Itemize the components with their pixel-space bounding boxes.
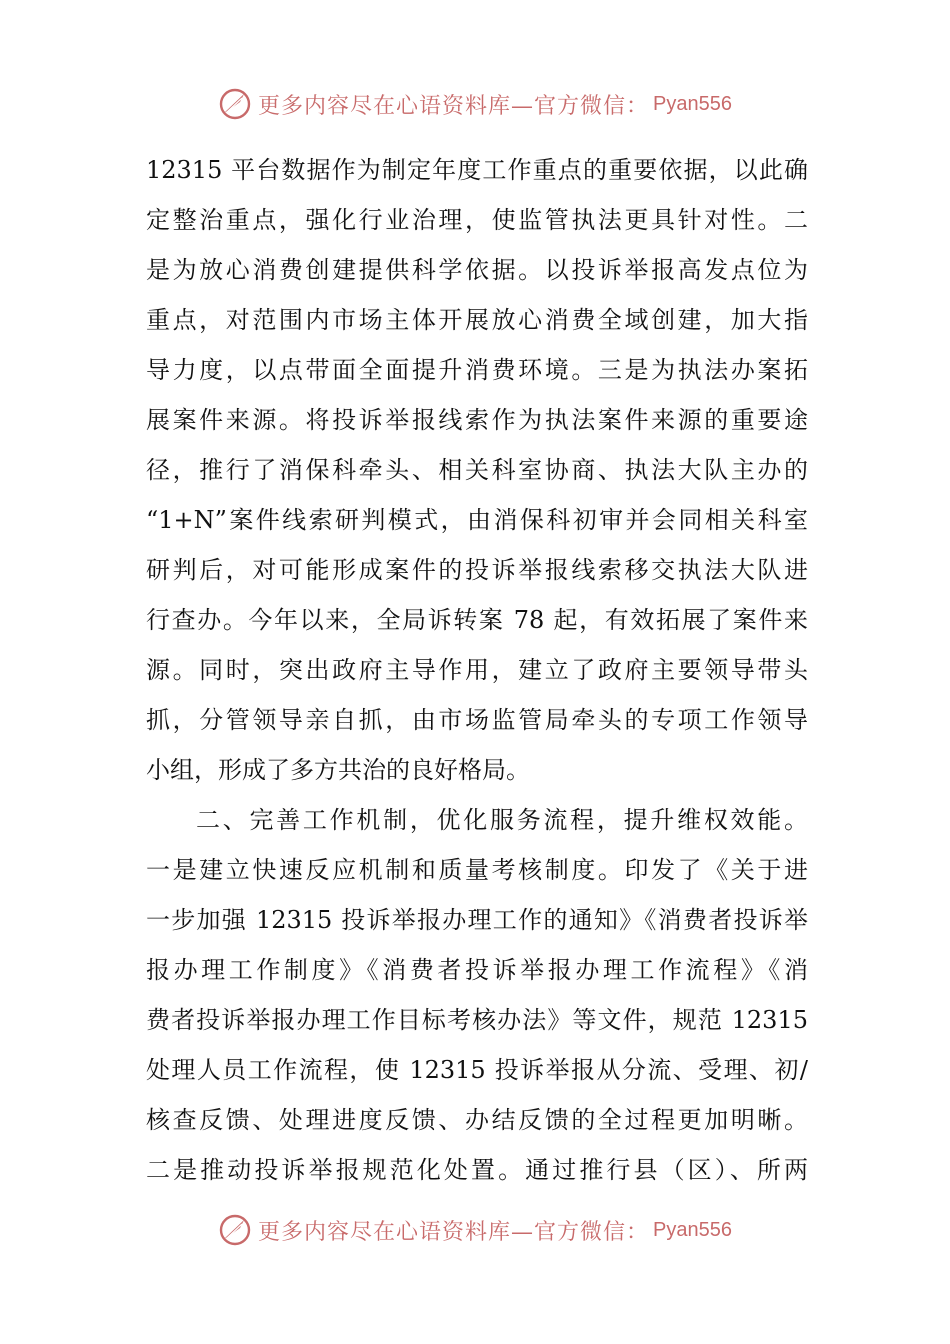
footer-wechat-id: Pyan556 [653,1218,732,1241]
body-line: “1+N”案件线索研判模式，由消保科初审并会同相关科室 [146,506,808,534]
header-wechat-id: Pyan556 [653,92,732,115]
body-line: 研判后，对可能形成案件的投诉举报线索移交执法大队进 [146,556,808,584]
body-line: 一步加强 12315 投诉举报办理工作的通知》《消费者投诉举 [146,906,808,934]
body-line: 源。同时，突出政府主导作用，建立了政府主要领导带头 [146,656,808,684]
body-line: 径，推行了消保科牵头、相关科室协商、执法大队主办的 [146,456,808,484]
header-watermark-text: 更多内容尽在心语资料库—官方微信： [258,93,650,119]
body-line: 处理人员工作流程，使 12315 投诉举报从分流、受理、初/ [146,1056,808,1084]
body-line: 一是建立快速反应机制和质量考核制度。印发了《关于进 [146,856,808,884]
body-line: 费者投诉举报办理工作目标考核办法》等文件，规范 12315 [146,1006,808,1034]
body-line: 二是推动投诉举报规范化处置。通过推行县（区）、所两 [146,1156,808,1184]
quill-logo-icon [218,87,252,121]
body-line: 是为放心消费创建提供科学依据。以投诉举报高发点位为 [146,256,808,284]
body-line: 核查反馈、处理进度反馈、办结反馈的全过程更加明晰。 [146,1106,808,1134]
body-line: 展案件来源。将投诉举报线索作为执法案件来源的重要途 [146,406,808,434]
body-line: 12315 平台数据作为制定年度工作重点的重要依据，以此确 [146,156,808,184]
body-line: 导力度，以点带面全面提升消费环境。三是为执法办案拓 [146,356,808,384]
body-line: 定整治重点，强化行业治理，使监管执法更具针对性。二 [146,206,808,234]
quill-logo-icon [218,1213,252,1247]
document-body [146,145,808,1195]
footer-watermark-text: 更多内容尽在心语资料库—官方微信： [258,1219,650,1245]
body-line: 小组，形成了多方共治的良好格局。 [146,756,530,784]
body-line: 重点，对范围内市场主体开展放心消费全域创建，加大指 [146,306,808,334]
body-line: 抓，分管领导亲自抓，由市场监管局牵头的专项工作领导 [146,706,808,734]
footer-watermark [0,1210,950,1250]
body-line: 行查办。今年以来，全局诉转案 78 起，有效拓展了案件来 [146,606,808,634]
header-watermark [0,84,950,124]
section-heading: 二、完善工作机制，优化服务流程，提升维权效能。 [196,806,808,834]
body-line: 报办理工作制度》《消费者投诉举报办理工作流程》《消 [146,956,808,984]
